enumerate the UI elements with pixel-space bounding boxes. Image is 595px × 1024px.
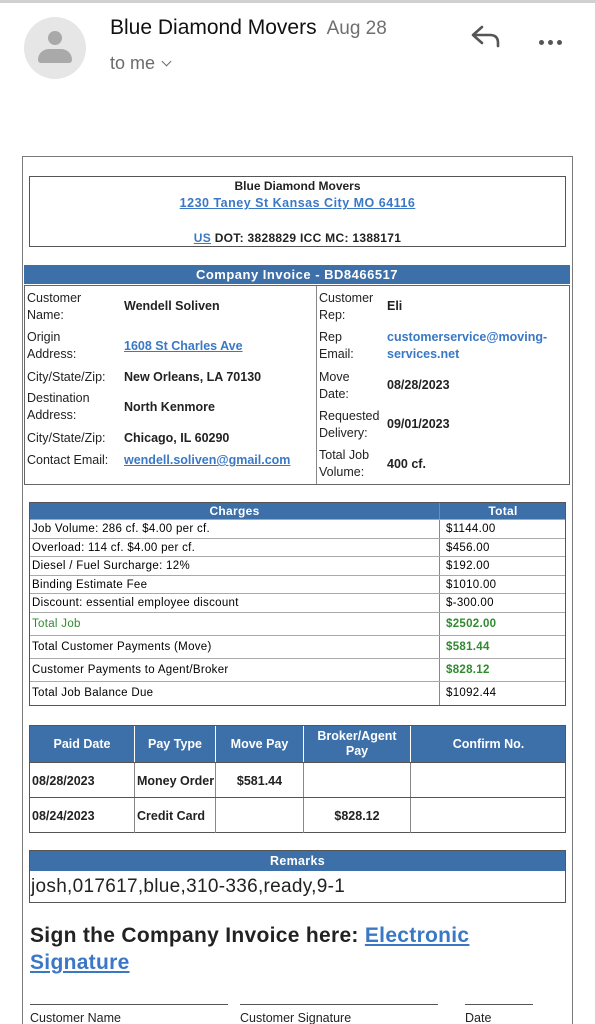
origin-city-label: City/State/Zip: bbox=[27, 370, 106, 384]
balance-due-label: Total Job Balance Due bbox=[30, 682, 440, 705]
destination-city-label: City/State/Zip: bbox=[27, 431, 106, 445]
charges-header: Charges bbox=[30, 503, 440, 519]
customer-name-caption: Customer Name bbox=[30, 1011, 121, 1024]
origin-address-link[interactable]: 1608 St Charles Ave bbox=[124, 339, 243, 353]
requested-delivery-value: 09/01/2023 bbox=[387, 417, 450, 431]
charge-label: Total Customer Payments (Move) bbox=[30, 636, 440, 658]
move-pay: $581.44 bbox=[216, 763, 304, 798]
charge-label: Overload: 114 cf. $4.00 per cf. bbox=[30, 539, 440, 557]
table-row bbox=[30, 682, 565, 705]
move-date-value: 08/28/2023 bbox=[387, 378, 450, 392]
total-job-volume-label: Total Job Volume: bbox=[319, 448, 370, 479]
table-row bbox=[30, 659, 565, 682]
total-job-value: $2502.00 bbox=[446, 617, 497, 630]
reply-arrow-icon[interactable] bbox=[470, 23, 502, 49]
charge-label: Job Volume: 286 cf. $4.00 per cf. bbox=[30, 520, 440, 538]
confirm-no bbox=[411, 798, 566, 833]
charge-label: Diesel / Fuel Surcharge: 12% bbox=[30, 557, 440, 575]
total-job-label: Total Job bbox=[30, 613, 440, 635]
table-row bbox=[30, 539, 565, 558]
chevron-down-icon bbox=[162, 57, 172, 67]
avatar-body bbox=[38, 49, 72, 63]
charge-label: Customer Payments to Agent/Broker bbox=[30, 659, 440, 681]
table-row bbox=[30, 576, 565, 595]
move-pay bbox=[216, 798, 304, 833]
sender-avatar[interactable] bbox=[24, 17, 86, 79]
total-header: Total bbox=[488, 504, 518, 518]
payments-table bbox=[29, 725, 566, 833]
top-divider bbox=[0, 0, 595, 3]
rep-info bbox=[317, 286, 569, 484]
sender-name[interactable]: Blue Diamond Movers bbox=[110, 16, 317, 39]
charge-total: $-300.00 bbox=[446, 597, 494, 609]
broker-pay: $828.12 bbox=[304, 798, 411, 833]
table-row bbox=[30, 613, 565, 636]
more-dots-icon[interactable] bbox=[539, 32, 567, 40]
payments-header-row bbox=[30, 726, 565, 762]
recipient-toggle[interactable] bbox=[110, 53, 170, 74]
invoice-info bbox=[24, 285, 570, 485]
date-caption: Date bbox=[465, 1011, 492, 1024]
contact-email-link[interactable]: wendell.soliven@gmail.com bbox=[124, 453, 291, 467]
charge-total: $456.00 bbox=[446, 541, 490, 554]
pay-type: Credit Card bbox=[135, 798, 216, 833]
table-row bbox=[30, 762, 565, 797]
broker-pay-header: Broker/Agent Pay bbox=[304, 726, 411, 762]
paid-date-header: Paid Date bbox=[30, 726, 135, 762]
destination-address-label: Destination Address: bbox=[27, 391, 90, 422]
table-row bbox=[30, 594, 565, 613]
company-name: Blue Diamond Movers bbox=[234, 179, 361, 193]
sender-line[interactable] bbox=[110, 16, 387, 40]
remarks-title: Remarks bbox=[30, 851, 565, 871]
us-link[interactable]: US bbox=[193, 231, 212, 245]
pay-type-header: Pay Type bbox=[135, 726, 216, 762]
move-pay-header: Move Pay bbox=[216, 726, 304, 762]
table-row bbox=[30, 520, 565, 539]
dot-icc-line bbox=[30, 231, 565, 245]
charge-total: $1010.00 bbox=[446, 578, 497, 591]
customer-signature-caption: Customer Signature bbox=[240, 1011, 352, 1024]
charge-total: $192.00 bbox=[446, 560, 490, 572]
charge-total: $581.44 bbox=[446, 640, 490, 653]
dot-icc-text: DOT: 3828829 ICC MC: 1388171 bbox=[214, 231, 402, 245]
invoice-title: Company Invoice - BD8466517 bbox=[24, 265, 570, 284]
requested-delivery-label: Requested Delivery: bbox=[319, 409, 380, 440]
customer-signature-line bbox=[240, 1004, 438, 1005]
table-row bbox=[30, 557, 565, 576]
email-date: Aug 28 bbox=[326, 18, 387, 39]
confirm-no-header: Confirm No. bbox=[452, 736, 525, 751]
rep-email-link[interactable]: customerservice@moving-services.net bbox=[387, 330, 548, 361]
date-line bbox=[465, 1004, 533, 1005]
signature-prompt bbox=[30, 922, 550, 976]
charges-table bbox=[29, 502, 566, 706]
customer-name-label: Customer Name: bbox=[27, 291, 82, 322]
charges-header-row bbox=[30, 503, 565, 520]
recipient-label: to me bbox=[110, 53, 156, 73]
charge-label: Discount: essential employee discount bbox=[30, 594, 440, 612]
charge-total: $828.12 bbox=[446, 663, 490, 676]
destination-address-value: North Kenmore bbox=[124, 400, 215, 414]
paid-date: 08/28/2023 bbox=[30, 763, 135, 798]
total-job-volume-value: 400 cf. bbox=[387, 457, 426, 471]
customer-name-line bbox=[30, 1004, 228, 1005]
balance-due-value: $1092.44 bbox=[446, 686, 497, 699]
rep-email-label: Rep Email: bbox=[319, 330, 354, 361]
remarks-box bbox=[29, 850, 566, 903]
customer-rep-label: Customer Rep: bbox=[319, 291, 374, 322]
broker-pay bbox=[304, 763, 411, 798]
table-row bbox=[30, 797, 565, 832]
destination-city-value: Chicago, IL 60290 bbox=[124, 431, 230, 445]
origin-address-label: Origin Address: bbox=[27, 330, 77, 361]
electronic-signature-link[interactable]: Electronic Signature bbox=[30, 924, 470, 974]
pay-type: Money Order bbox=[135, 763, 216, 798]
charge-total: $1144.00 bbox=[446, 523, 496, 535]
contact-email-label: Contact Email: bbox=[27, 453, 109, 467]
customer-name-value: Wendell Soliven bbox=[124, 299, 220, 313]
origin-city-value: New Orleans, LA 70130 bbox=[124, 370, 262, 384]
company-header bbox=[29, 176, 566, 247]
charge-label: Binding Estimate Fee bbox=[30, 576, 440, 594]
remarks-text: josh,017617,blue,310-336,ready,9-1 bbox=[31, 876, 346, 897]
confirm-no bbox=[411, 763, 566, 798]
customer-rep-value: Eli bbox=[387, 299, 403, 313]
table-row bbox=[30, 636, 565, 659]
signature-prompt-text: Sign the Company Invoice here: bbox=[30, 924, 365, 947]
customer-info bbox=[25, 286, 317, 484]
avatar-head bbox=[48, 31, 62, 45]
paid-date: 08/24/2023 bbox=[30, 798, 135, 833]
move-date-label: Move Date: bbox=[319, 370, 350, 401]
company-address-link[interactable]: 1230 Taney St Kansas City MO 64116 bbox=[179, 196, 416, 210]
